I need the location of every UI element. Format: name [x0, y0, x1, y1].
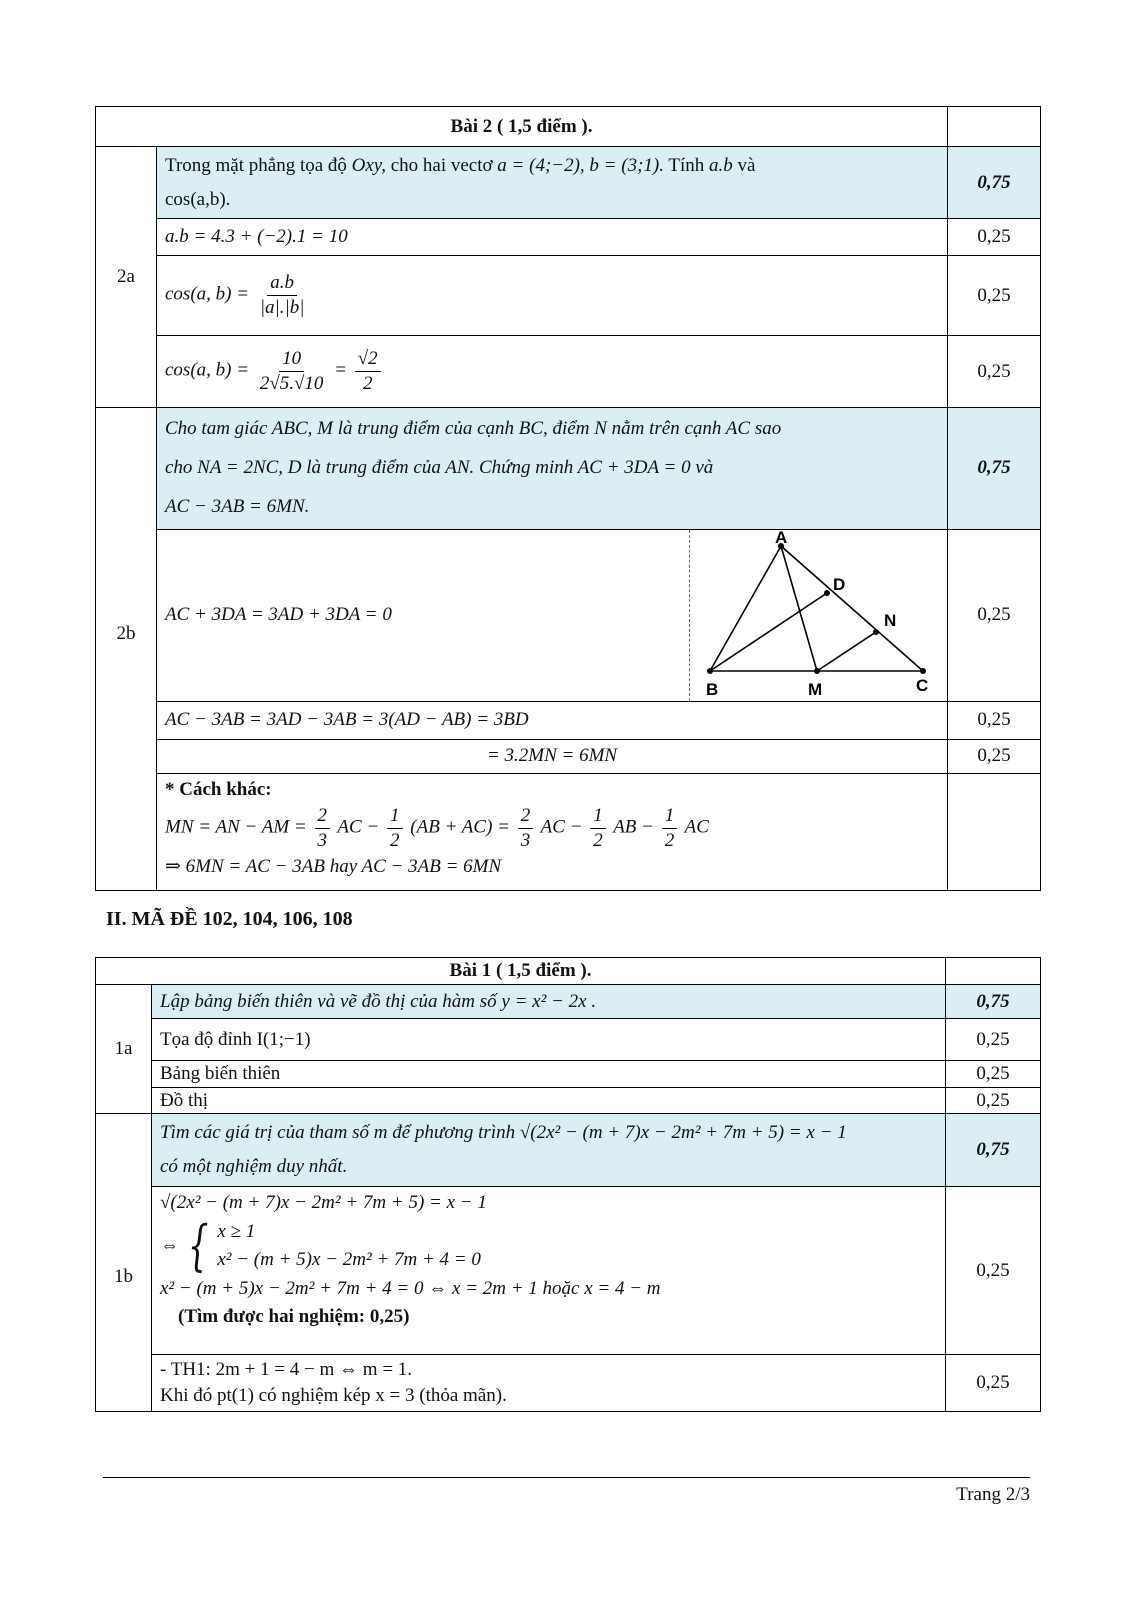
question-2a-score: 0,75	[948, 147, 1041, 219]
step-1a-2-score: 0,25	[946, 1061, 1041, 1088]
question-2a-prompt: Trong mặt phẳng tọa độ Oxy, cho hai vectơ a = (4;−2), b = (3;1). Tính a.b và cos(a,b).	[157, 147, 948, 219]
equivalence-symbol: ⇔	[160, 1235, 179, 1257]
step-2b-2-score: 0,25	[948, 701, 1041, 739]
left-brace: {	[187, 1214, 209, 1278]
step-1b-eq2: x² − (m + 5)x − 2m² + 7m + 4 = 0 ⇔ x = 2m + 1 hoặc x = 4 − m	[160, 1277, 661, 1299]
step-2a-2-score: 0,25	[948, 256, 1041, 336]
step-2a-1: a.b = 4.3 + (−2).1 = 10	[157, 219, 948, 256]
step-2a-2: cos(a, b) = $\frac{a.b}{|a|.|b|}$	[157, 256, 948, 336]
step-1b-note: (Tìm được hai nghiệm: 0,25)	[178, 1306, 410, 1328]
answer-table-bai1	[95, 957, 1041, 1412]
step-1b-system	[160, 1214, 937, 1278]
step-1b-1-score: 0,25	[946, 1187, 1041, 1355]
question-2b-prompt: Cho tam giác ABC, M là trung điểm của cạnh BC, điểm N nằm trên cạnh AC sao cho NA = 2NC, D là trung điểm của AN. Chứng minh AC + 3DA = 0 và AC − 3AB = 6MN.	[157, 408, 948, 530]
step-2a-3: cos(a, b) = $\frac{10}{2√5.√10}$ = $\frac{√2}{2}$	[157, 336, 948, 408]
question-1a-score: 0,75	[946, 985, 1041, 1019]
question-label-2b: 2b	[96, 408, 157, 891]
figure-label-b: B	[706, 680, 719, 700]
triangle-figure	[690, 530, 946, 700]
bai2-header-score	[948, 107, 1041, 147]
question-label-2a: 2a	[96, 147, 157, 408]
step-1a-3: Đồ thị	[152, 1088, 946, 1114]
section-title: II. MÃ ĐỀ 102, 104, 106, 108	[106, 908, 353, 930]
question-1b-prompt: Tìm các giá trị của tham số m để phương trình √(2x² − (m + 7)x − 2m² + 7m + 5) = x − 1 có một nghiệm duy nhất.	[152, 1114, 946, 1187]
step-1b-1	[152, 1187, 946, 1355]
step-2a-1-score: 0,25	[948, 219, 1041, 256]
answer-table-bai2	[95, 106, 1041, 891]
question-2b-score: 0,75	[948, 408, 1041, 530]
step-1b-2	[152, 1355, 946, 1411]
figure-label-m: M	[808, 680, 823, 700]
step-2b-3-score: 0,25	[948, 739, 1041, 773]
step-1a-1-score: 0,25	[946, 1019, 1041, 1061]
bai1-header: Bài 1 ( 1,5 điểm ).	[96, 958, 946, 985]
case-1-line-2: Khi đó pt(1) có nghiệm kép x = 3 (thỏa mãn).	[160, 1385, 507, 1407]
step-1b-eq1: √(2x² − (m + 7)x − 2m² + 7m + 5) = x − 1	[160, 1192, 487, 1214]
alt-solution-line1: MN = AN − AM = $\frac{2}{3}$ AC − $\frac{1}{2}$ (AB + AC) = $\frac{2}{3}$ AC − $\frac{1}{2}$ AB − $\frac{1}{2}$ AC	[165, 805, 709, 852]
step-1a-1: Tọa độ đỉnh I(1;−1)	[152, 1019, 946, 1061]
step-2b-2: AC − 3AB = 3AD − 3AB = 3(AD − AB) = 3BD	[157, 701, 948, 739]
step-2b-3: = 3.2MN = 6MN	[157, 739, 948, 773]
question-1a-prompt: Lập bảng biến thiên và vẽ đồ thị của hàm số y = x² − 2x .	[152, 985, 946, 1019]
system-line-2: x² − (m + 5)x − 2m² + 7m + 4 = 0	[217, 1249, 481, 1271]
question-label-1a: 1a	[96, 985, 152, 1114]
bai1-header-score	[946, 958, 1041, 985]
bai2-header: Bài 2 ( 1,5 điểm ).	[96, 107, 948, 147]
figure-label-n: N	[884, 611, 897, 631]
figure-label-a: A	[775, 530, 788, 548]
question-1b-score: 0,75	[946, 1114, 1041, 1187]
alt-solution-score	[948, 773, 1041, 890]
system-line-1: x ≥ 1	[217, 1220, 256, 1242]
alt-solution	[157, 773, 948, 890]
figure-label-d: D	[833, 575, 846, 595]
step-2a-3-score: 0,25	[948, 336, 1041, 408]
step-2b-1: AC + 3DA = 3AD + 3DA = 0	[157, 529, 690, 701]
alt-solution-title: * Cách khác:	[165, 778, 272, 800]
step-1a-2: Bảng biến thiên	[152, 1061, 946, 1088]
step-1b-2-score: 0,25	[946, 1355, 1041, 1411]
page-number: Trang 2/3	[956, 1484, 1030, 1505]
case-1-line-1: - TH1: 2m + 1 = 4 − m ⇔ m = 1.	[160, 1359, 413, 1381]
footer-divider	[103, 1477, 1030, 1478]
triangle-figure-cell	[690, 529, 948, 701]
alt-solution-line2: ⇒ 6MN = AC − 3AB hay AC − 3AB = 6MN	[165, 855, 502, 877]
step-1a-3-score: 0,25	[946, 1088, 1041, 1114]
question-label-1b: 1b	[96, 1114, 152, 1412]
step-2b-1-score: 0,25	[948, 529, 1041, 701]
figure-label-c: C	[916, 676, 929, 696]
